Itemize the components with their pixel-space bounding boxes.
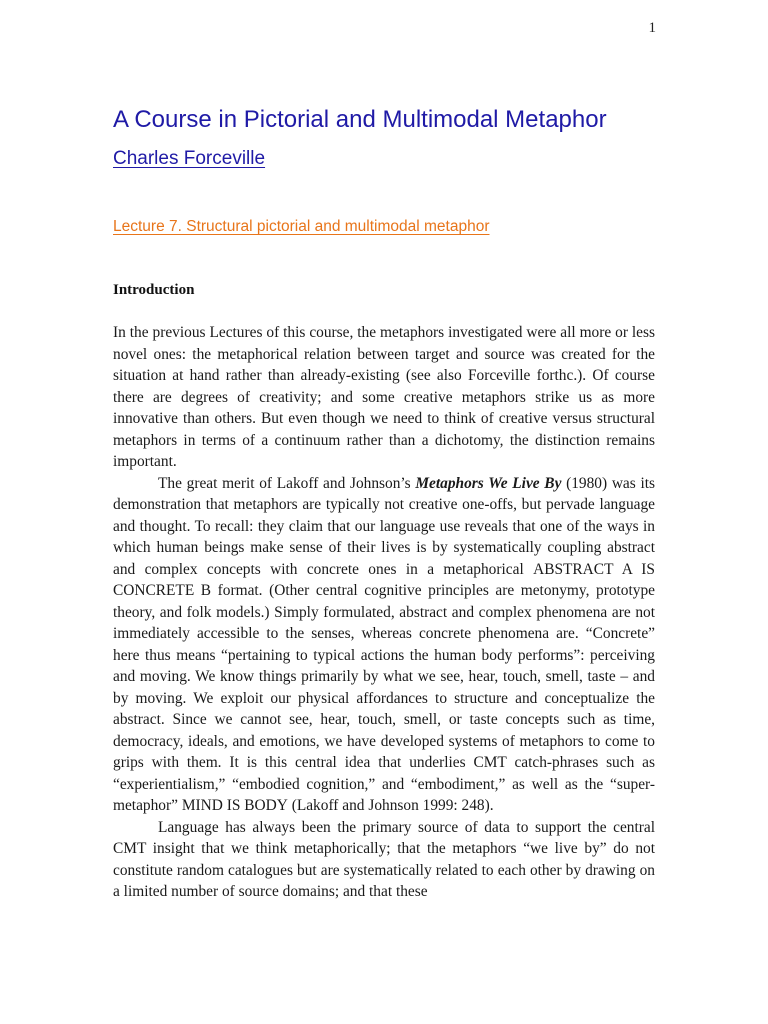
super-metaphor: MIND IS BODY [181,797,288,814]
section-heading-introduction: Introduction [113,282,195,298]
document-title: A Course in Pictorial and Multimodal Metaphor [113,106,607,133]
body-text [113,322,655,903]
paragraph-2-text-c: format. (Other central cognitive principles are metonymy, prototype theory, and folk models.) Simply formulated, abstract and complex phenomena are not immediately accessible to the senses, whereas concrete phenomena are. “Concrete” here thus means “pertaining to typical actions the human body performs”: perceiving and moving. We know things primarily by what we see, hear, touch, smell, taste – and by moving. We exploit our physical affordances to structure and conceptualize the abstract. Since we cannot see, hear, touch, smell, or taste concepts such as time, democracy, ideals, and emotions, we have developed systems of metaphors to come to grips with them. It is this central idea that underlies CMT catch-phrases such as “experientialism,” “embodied cognition,” and “embodiment,” as well as the “super-metaphor” [113,582,655,814]
paragraph-1: In the previous Lectures of this course, the metaphors investigated were all more or less novel ones: the metaphorical relation between target and source was created for the situation at hand rather than already-existing (see also Forceville forthc.). Of course there are degrees of creativity; and some creative metaphors strike us as more innovative than others. But even though we need to think of creative versus structural metaphors in terms of a continuum rather than a dichotomy, the distinction remains important. [113,324,655,470]
metaphor-formula: ABSTRACT A IS CONCRETE B [113,560,655,599]
paragraph-2-text-a: The great merit of Lakoff and Johnson’s [158,474,416,492]
paragraph-3: Language has always been the primary source of data to support the central CMT insight that we think metaphorically; that the metaphors “we live by” do not constitute random catalogues but are systematically related to each other by drawing on a limited number of source domains; and that these [113,818,655,900]
author-name: Charles Forceville [113,148,266,169]
paragraph-2 [113,473,655,817]
lecture-heading: Lecture 7. Structural pictorial and multimodal metaphor [113,218,490,235]
book-title-metaphors-we-live-by: Metaphors We Live By [415,474,562,492]
paragraph-2-text-d: (Lakoff and Johnson 1999: 248). [287,797,494,814]
paragraph-2-text-b: (1980) was its demonstration that metaphors are typically not creative one-offs, but pervade language and thought. To recall: they claim that our language use reveals that one of the ways in which human beings make sense of their lives is by systematically coupling abstract and complex concepts with concrete ones in a metaphorical [113,474,655,578]
page-number: 1 [648,20,656,36]
